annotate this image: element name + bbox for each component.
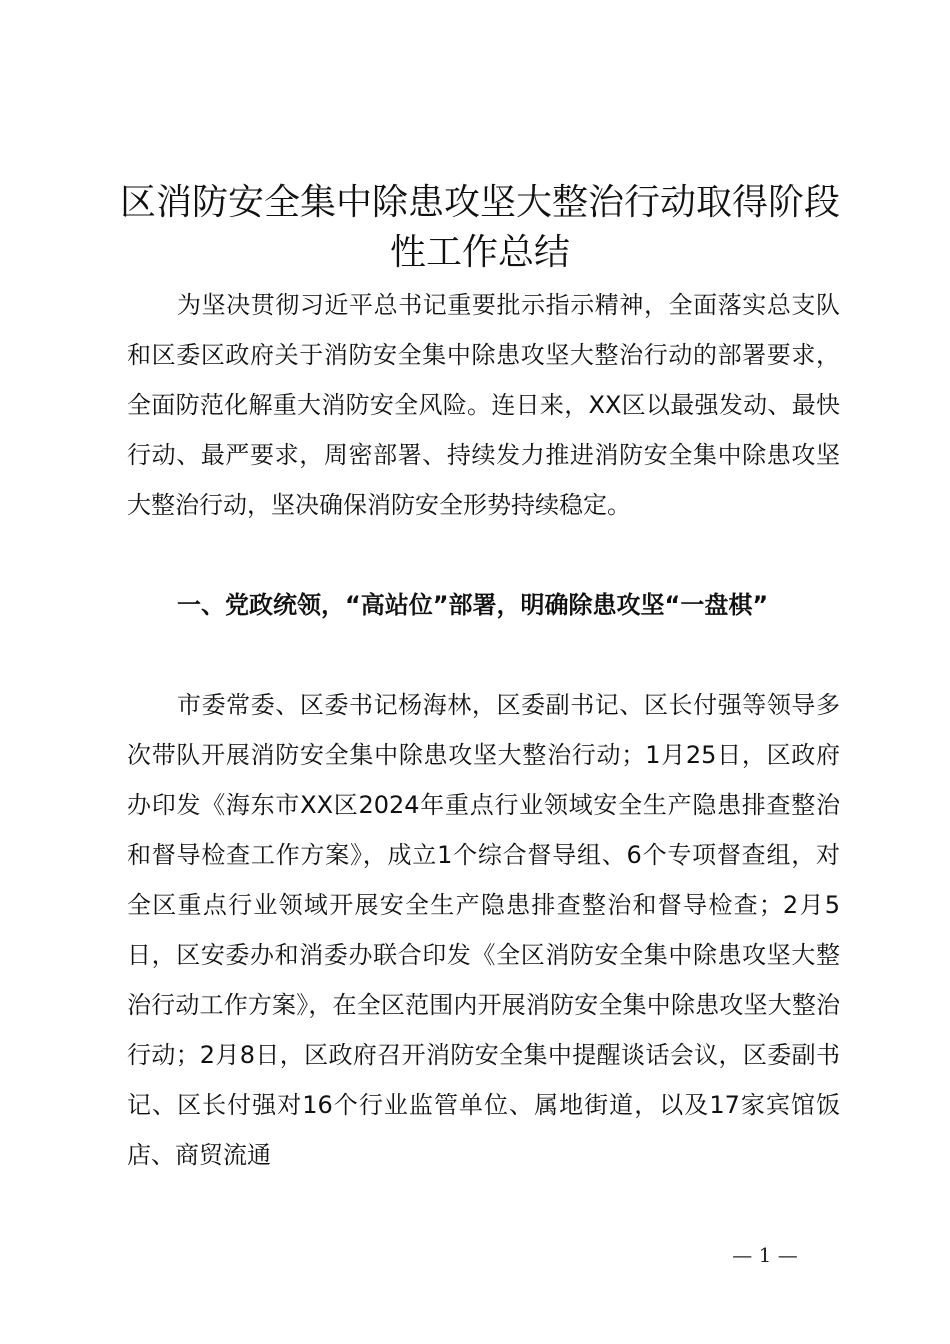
page-number: — 1 — xyxy=(732,1243,798,1267)
document-title: 区消防安全集中除患攻坚大整治行动取得阶段性工作总结 xyxy=(120,182,841,273)
intro-paragraph: 为坚决贯彻习近平总书记重要批示指示精神，全面落实总支队和区委区政府关于消防安全集中除患攻坚大整治行动的部署要求，全面防范化解重大消防安全风险。连日来，XX区以最强发动、最快行动、最严要求，周密部署、持续发力推进消防安全集中除患攻坚大整治行动，坚决确保消防安全形势持续稳定。 xyxy=(127,291,840,519)
section-heading: 一、党政统领，“高站位”部署，明确除患攻坚“一盘棋” xyxy=(177,591,769,619)
section-paragraph: 市委常委、区委书记杨海林，区委副书记、区长付强等领导多次带队开展消防安全集中除患攻坚大整治行动；1月25日，区政府办印发《海东市XX区2024年重点行业领域安全生产隐患排查整治和督导检查工作方案》，成立1个综合督导组、6个专项督查组，对全区重点行业领域开展安全生产隐患排查整治和督导检查；2月5日，区安委办和消委办联合印发《全区消防安全集中除患攻坚大整治行动工作方案》，在全区范围内开展消防安全集中除患攻坚大整治行动；2月8日，区政府召开消防安全集中提醒谈话会议，区委副书记、区长付强对16个行业监管单位、属地街道，以及17家宾馆饭店、商贸流通 xyxy=(127,691,840,1169)
